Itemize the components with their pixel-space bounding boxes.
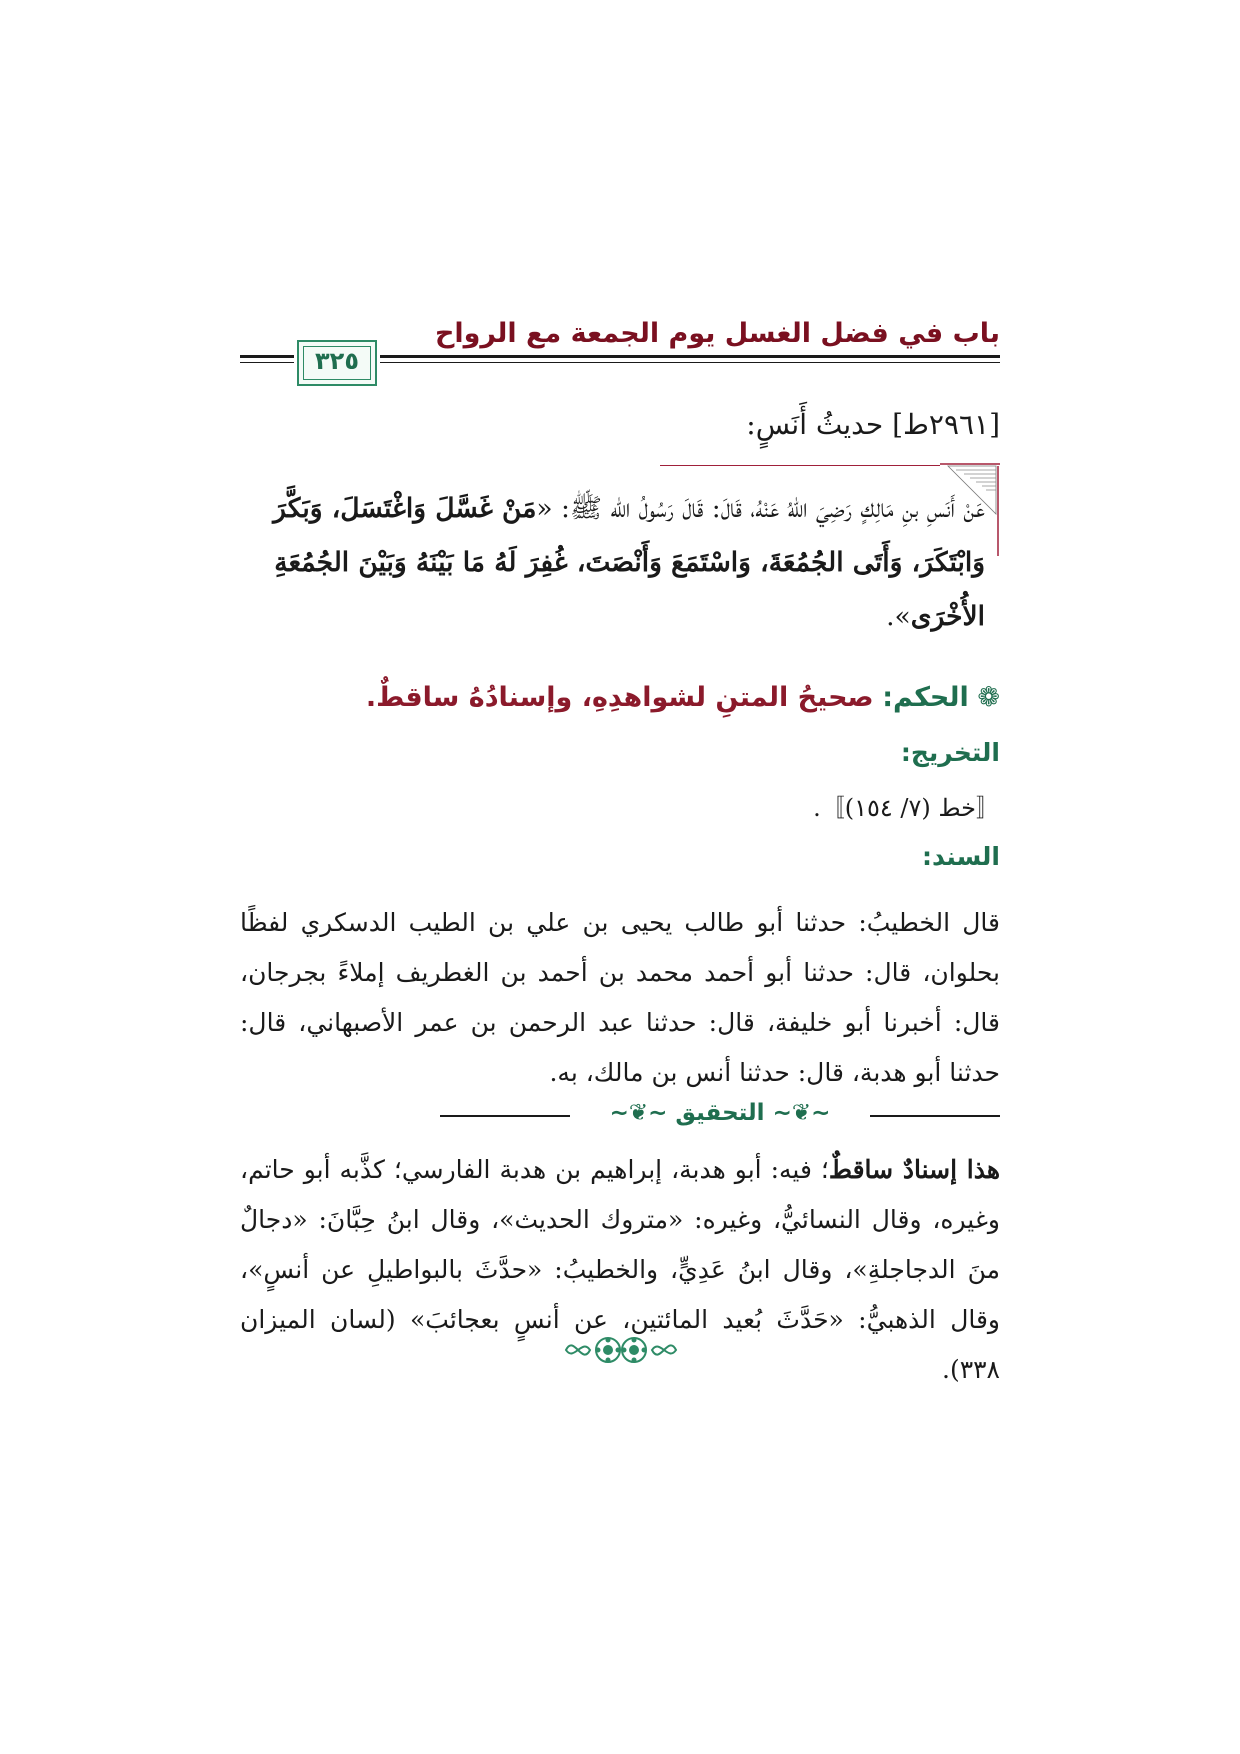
hadith-number: [٢٩٦١ط] (892, 408, 1000, 441)
flower-bullet-icon: ❁ (977, 682, 1000, 713)
matn-end: ». (886, 601, 911, 632)
matn-prophetic-text: مَنْ غَسَّلَ وَاغْتَسَلَ، وَبَكَّرَ وَابْتَكَرَ، وَأَتَى الجُمُعَةَ، وَاسْتَمَعَ وَأَنْصَتَ، غُفِرَ لَهُ مَا بَيْنَهُ وَبَيْنَ الجُمُعَةِ الأُخْرَى (273, 493, 985, 632)
ornament-left-icon: ~❦~ (772, 1100, 831, 1126)
hadith-matn (240, 482, 985, 644)
matn-top-rule (660, 465, 940, 466)
ruling-row (240, 682, 1000, 713)
tahqiq-heading (440, 1100, 1000, 1126)
hadith-title: حديثُ أَنَسٍ: (746, 408, 884, 441)
matn-intro: عَنْ أَنَسِ بنِ مَالِكٍ رَضِيَ اللهُ عَنْهُ، قَالَ: قَالَ رَسُولُ الله ﷺ: « (536, 493, 985, 524)
page-number-frame (297, 340, 377, 386)
header-rule-right-top (380, 355, 1000, 358)
takhrij-reference: 〚خط (٧/ ١٥٤)〛. (813, 794, 1000, 822)
chapter-title: باب في فضل الغسل يوم الجمعة مع الرواح (434, 318, 1000, 349)
ruling-label: الحكم: (882, 682, 969, 713)
tahqiq-label: التحقيق (675, 1100, 765, 1126)
tahqiq-divider (440, 1100, 1000, 1130)
takhrij-label: التخريج: (900, 738, 1000, 767)
ornament-right-icon: ~❦~ (609, 1100, 668, 1126)
sanad-text: قال الخطيبُ: حدثنا أبو طالب يحيى بن علي بن الطيب الدسكري لفظًا بحلوان، قال: حدثنا أبو أحمد محمد بن أحمد بن الغطريف إملاءً بجرجان، قال: أخبرنا أبو خليفة، قال: حدثنا عبد الرحمن بن عمر الأصبهاني، قال: حدثنا أبو هدبة، قال: حدثنا أنس بن مالك، به. (240, 908, 1000, 1087)
hadith-heading (400, 408, 1000, 441)
header-rule-left-bottom (240, 362, 294, 363)
sanad-label: السند: (921, 842, 1000, 871)
page-number: ٣٢٥ (315, 347, 359, 375)
header-rule-right-bottom (380, 362, 1000, 363)
header-rule-left-top (240, 355, 294, 358)
ruling-text: صحيحُ المتنِ لشواهدِهِ، وإسنادُهُ ساقطٌ. (365, 682, 874, 713)
end-ornament-icon (560, 1328, 682, 1372)
tahqiq-lead: هذا إسنادٌ ساقطٌ (828, 1155, 1000, 1184)
tahqiq-body: ؛ فيه: أبو هدبة، إبراهيم بن هدبة الفارسي؛ كذَّبه أبو حاتم، وغيره، وقال النسائيُّ، وغيره: «متروك الحديث»، وقال ابنُ حِبَّانَ: «دجالٌ منَ الدجاجلةِ»، وقال ابنُ عَدِيٍّ، والخطيبُ: «حدَّثَ بالبواطيلِ عن أنسٍ»، وقال الذهبيُّ: «حَدَّثَ بُعيد المائتين، عن أنسٍ بعجائبَ» (لسان الميزان ٣٣٨). (240, 1155, 1000, 1384)
